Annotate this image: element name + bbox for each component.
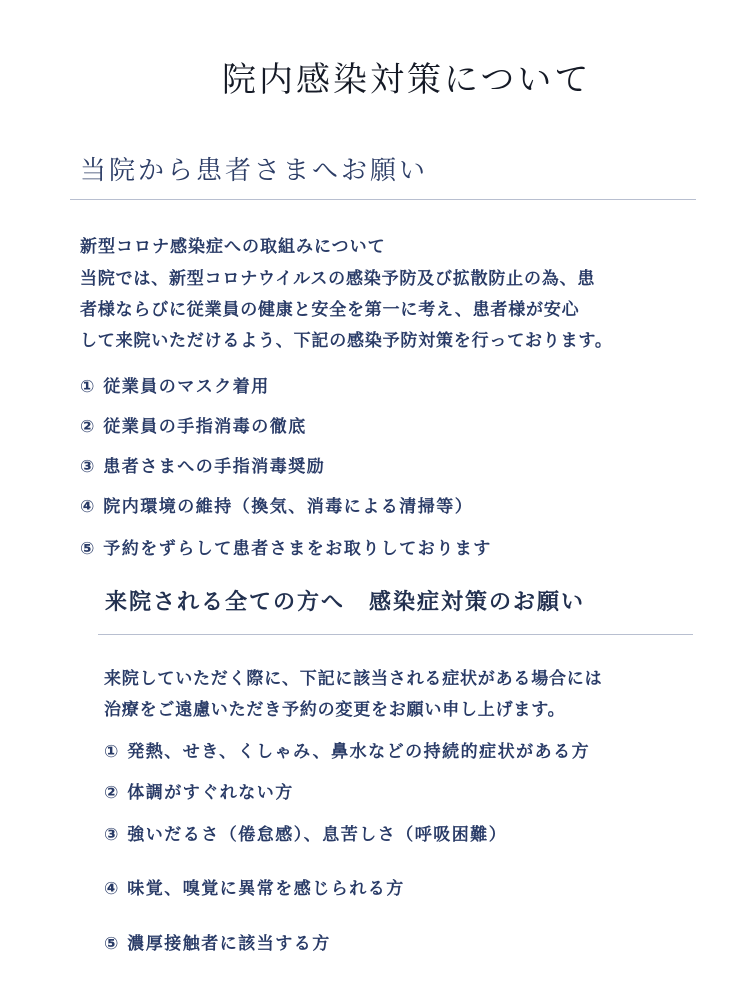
section1-subheading: 新型コロナ感染症への取組みについて	[80, 237, 386, 257]
section2-paragraph	[104, 664, 602, 726]
section1-divider	[70, 199, 696, 200]
paragraph-line: 者様ならびに従業員の健康と安全を第一に考え、患者様が安心	[80, 300, 580, 320]
paragraph-line: 治療をご遠慮いただき予約の変更をお願い申し上げます。	[104, 700, 566, 720]
measure-item: ② 従業員の手指消毒の徹底	[80, 417, 307, 437]
symptom-item: ⑤ 濃厚接触者に該当する方	[104, 934, 331, 954]
paragraph-line: 来院していただく際に、下記に該当される症状がある場合には	[104, 669, 603, 689]
measure-item: ① 従業員のマスク着用	[80, 377, 270, 397]
section1-heading: 当院から患者さまへお願い	[80, 156, 429, 186]
section2-heading: 来院される全ての方へ 感染症対策のお願い	[105, 590, 586, 615]
section2-divider	[98, 634, 693, 635]
symptom-item: ③ 強いだるさ（倦怠感）、息苦しさ（呼吸困難）	[104, 825, 508, 845]
measure-item: ⑤ 予約をずらして患者さまをお取りしております	[80, 539, 492, 559]
page-title: 院内感染対策について	[222, 60, 592, 100]
symptom-item: ① 発熱、せき、くしゃみ、鼻水などの持続的症状がある方	[104, 742, 591, 762]
paragraph-line: 当院では、新型コロナウイルスの感染予防及び拡散防止の為、患	[80, 269, 596, 289]
symptom-item: ④ 味覚、嗅覚に異常を感じられる方	[104, 879, 405, 899]
measure-item: ④ 院内環境の維持（換気、消毒による清掃等）	[80, 497, 474, 517]
symptom-item: ② 体調がすぐれない方	[104, 783, 294, 803]
section1-paragraph	[80, 264, 613, 357]
paragraph-line: して来院いただけるよう、下記の感染予防対策を行っております。	[80, 331, 613, 351]
measure-item: ③ 患者さまへの手指消毒奨励	[80, 457, 326, 477]
